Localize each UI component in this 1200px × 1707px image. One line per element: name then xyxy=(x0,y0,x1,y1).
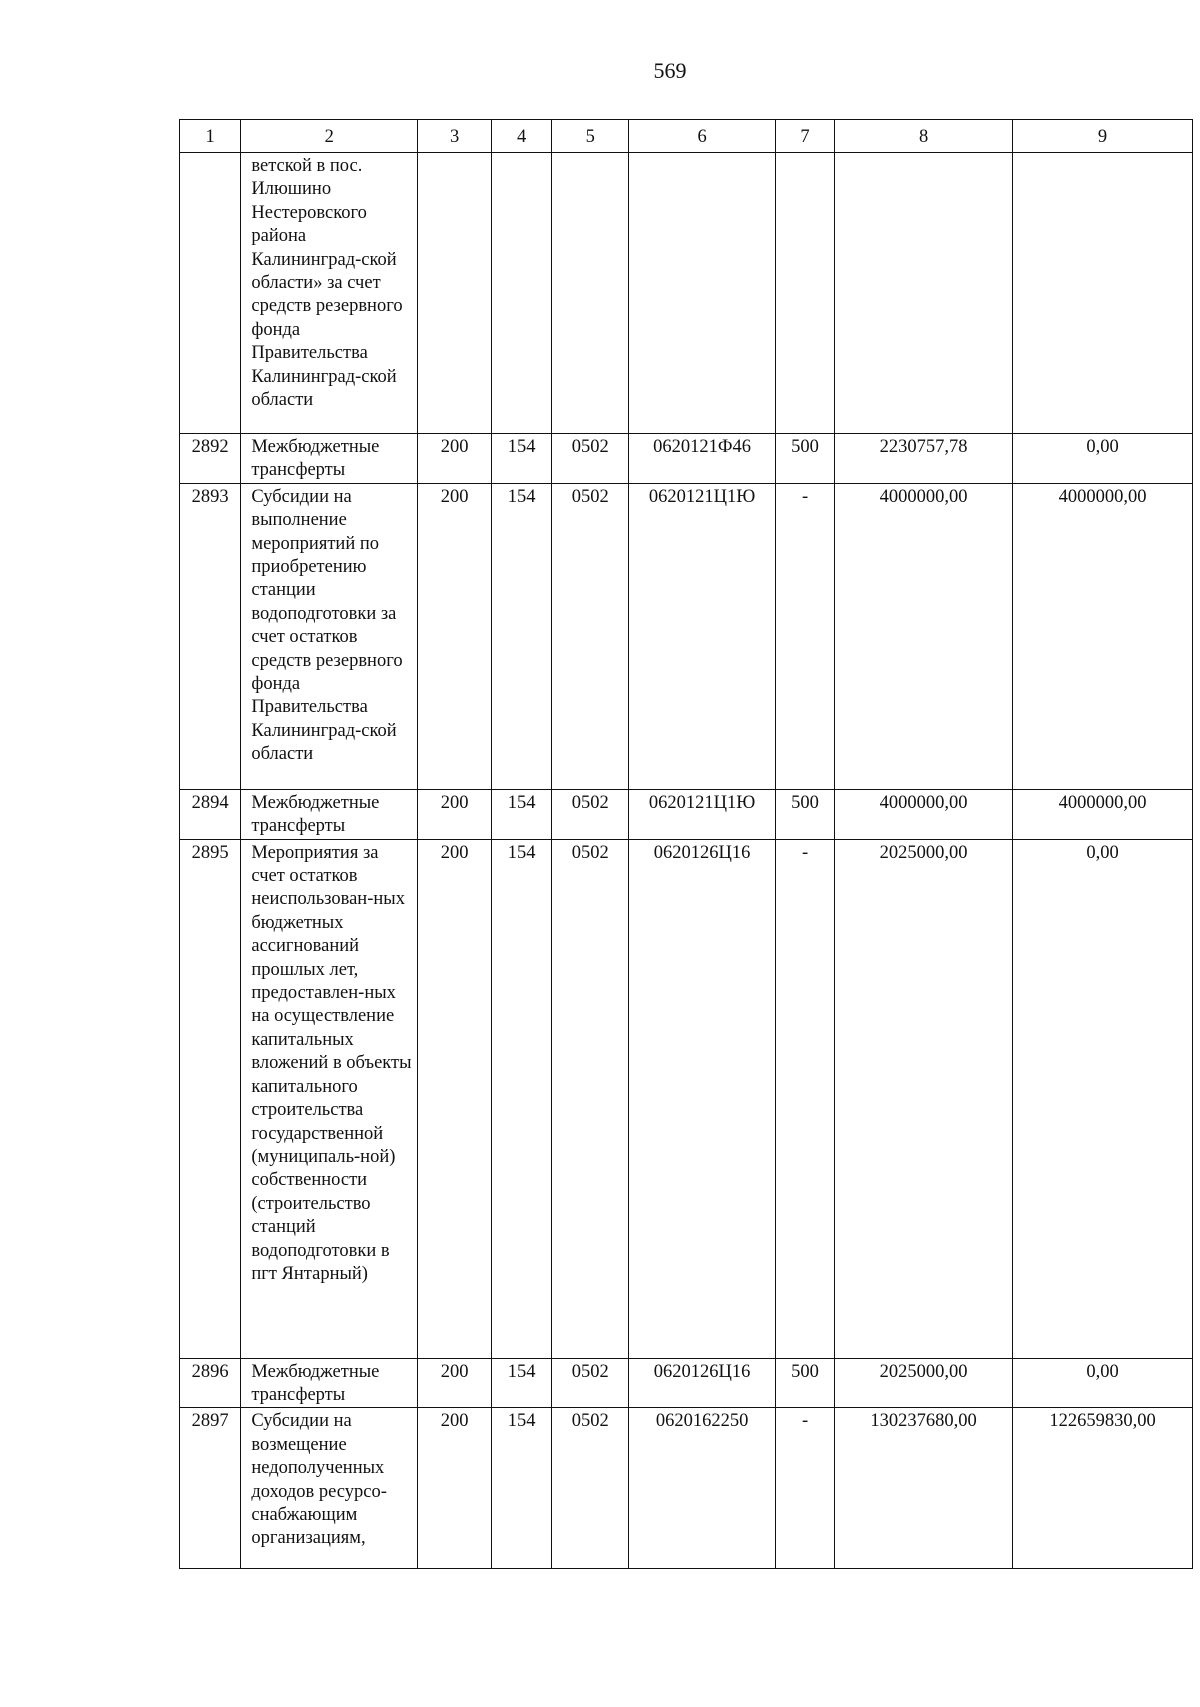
cell-col9: 0,00 xyxy=(1013,839,1193,1358)
cell-col7: 500 xyxy=(775,1358,834,1408)
column-header: 2 xyxy=(241,120,418,153)
cell-col3: 200 xyxy=(418,483,492,789)
column-header: 3 xyxy=(418,120,492,153)
cell-col8: 2025000,00 xyxy=(835,1358,1013,1408)
table-row xyxy=(180,434,1193,484)
column-header: 8 xyxy=(835,120,1013,153)
cell-col6: 0620126Ц16 xyxy=(629,839,776,1358)
row-number-cell: 2896 xyxy=(180,1358,241,1408)
cell-col6: 0620162250 xyxy=(629,1408,776,1569)
cell-col5: 0502 xyxy=(552,789,629,839)
row-number-cell: 2894 xyxy=(180,789,241,839)
cell-col4: 154 xyxy=(491,434,551,484)
table-row xyxy=(180,839,1193,1358)
cell-col6: 0620121Ц1Ю xyxy=(629,483,776,789)
cell-col7: - xyxy=(775,1408,834,1569)
description-cell: Субсидии на выполнение мероприятий по приобретению станции водоподготовки за счет остатков средств резервного фонда Правительства Калининград-ской области xyxy=(241,483,418,789)
cell-col5: 0502 xyxy=(552,483,629,789)
row-number-cell: 2897 xyxy=(180,1408,241,1569)
cell-col3 xyxy=(418,153,492,434)
cell-col9 xyxy=(1013,153,1193,434)
cell-col3: 200 xyxy=(418,434,492,484)
column-header: 1 xyxy=(180,120,241,153)
table-row xyxy=(180,1408,1193,1569)
cell-col4: 154 xyxy=(491,483,551,789)
table-row xyxy=(180,1358,1193,1408)
cell-col9: 0,00 xyxy=(1013,434,1193,484)
description-cell: Субсидии на возмещение недополученных доходов ресурсо-снабжающим организациям, xyxy=(241,1408,418,1569)
cell-col9: 0,00 xyxy=(1013,1358,1193,1408)
cell-col4: 154 xyxy=(491,1408,551,1569)
column-header: 5 xyxy=(552,120,629,153)
cell-col8: 2025000,00 xyxy=(835,839,1013,1358)
row-number-cell: 2895 xyxy=(180,839,241,1358)
column-header: 9 xyxy=(1013,120,1193,153)
cell-col8: 130237680,00 xyxy=(835,1408,1013,1569)
cell-col6: 0620121Ф46 xyxy=(629,434,776,484)
description-cell: ветской в пос. Илюшино Нестеровского района Калининград-ской области» за счет средств резервного фонда Правительства Калининград-ской области xyxy=(241,153,418,434)
cell-col3: 200 xyxy=(418,789,492,839)
cell-col9: 4000000,00 xyxy=(1013,483,1193,789)
cell-col6 xyxy=(629,153,776,434)
header-row xyxy=(180,120,1193,153)
table-row xyxy=(180,789,1193,839)
column-header: 7 xyxy=(775,120,834,153)
cell-col8 xyxy=(835,153,1013,434)
row-number-cell: 2892 xyxy=(180,434,241,484)
cell-col6: 0620121Ц1Ю xyxy=(629,789,776,839)
cell-col6: 0620126Ц16 xyxy=(629,1358,776,1408)
cell-col7: - xyxy=(775,839,834,1358)
cell-col7 xyxy=(775,153,834,434)
cell-col9: 122659830,00 xyxy=(1013,1408,1193,1569)
page-number: 569 xyxy=(653,58,687,83)
cell-col5: 0502 xyxy=(552,839,629,1358)
cell-col7: 500 xyxy=(775,789,834,839)
cell-col8: 4000000,00 xyxy=(835,789,1013,839)
table-row xyxy=(180,483,1193,789)
table-row xyxy=(180,153,1193,434)
cell-col3: 200 xyxy=(418,1358,492,1408)
cell-col4: 154 xyxy=(491,789,551,839)
description-cell: Межбюджетные трансферты xyxy=(241,789,418,839)
cell-col9: 4000000,00 xyxy=(1013,789,1193,839)
cell-col4: 154 xyxy=(491,839,551,1358)
cell-col3: 200 xyxy=(418,839,492,1358)
column-header: 6 xyxy=(629,120,776,153)
cell-col4: 154 xyxy=(491,1358,551,1408)
cell-col3: 200 xyxy=(418,1408,492,1569)
cell-col5 xyxy=(552,153,629,434)
row-number-cell xyxy=(180,153,241,434)
row-number-cell: 2893 xyxy=(180,483,241,789)
cell-col8: 2230757,78 xyxy=(835,434,1013,484)
column-header: 4 xyxy=(491,120,551,153)
description-cell: Мероприятия за счет остатков неиспользован-ных бюджетных ассигнований прошлых лет, предоставлен-ных на осуществление капитальных вложений в объекты капитального строительства государственной (муниципаль-ной) собственности (строительство станций водоподготовки в пгт Янтарный) xyxy=(241,839,418,1358)
cell-col5: 0502 xyxy=(552,1408,629,1569)
cell-col5: 0502 xyxy=(552,434,629,484)
cell-col5: 0502 xyxy=(552,1358,629,1408)
budget-table xyxy=(179,119,1193,1569)
description-cell: Межбюджетные трансферты xyxy=(241,1358,418,1408)
cell-col7: 500 xyxy=(775,434,834,484)
cell-col8: 4000000,00 xyxy=(835,483,1013,789)
cell-col4 xyxy=(491,153,551,434)
cell-col7: - xyxy=(775,483,834,789)
description-cell: Межбюджетные трансферты xyxy=(241,434,418,484)
